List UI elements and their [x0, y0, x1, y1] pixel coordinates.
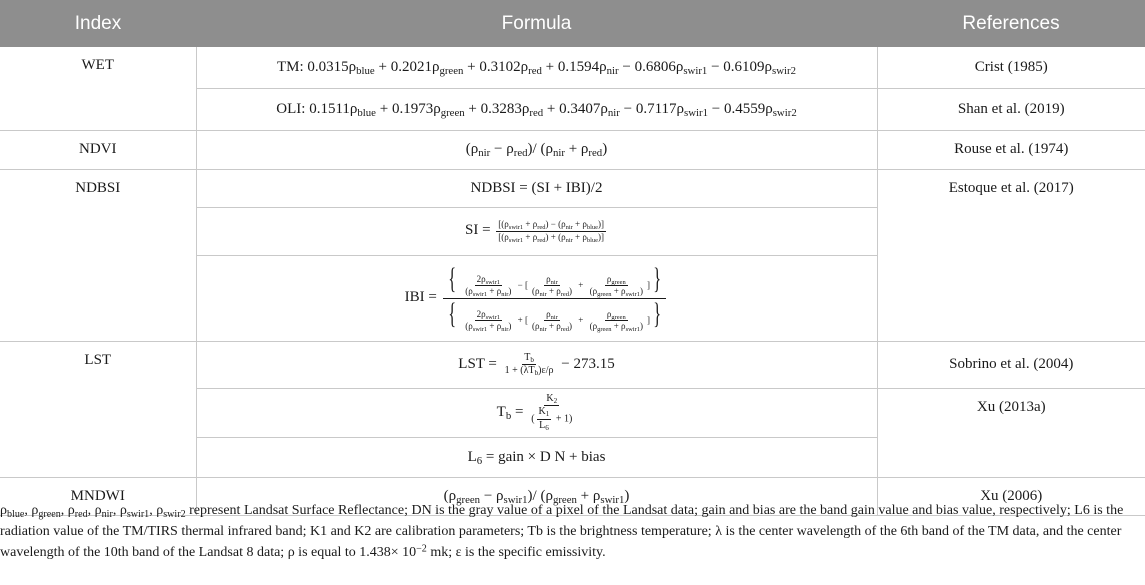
reference-mndwi: Xu (2006)	[877, 477, 1145, 515]
formula-si: SI = $\frac{[(\rho_{swir1} + \rho_{red}) - (\rho_{nir} + \rho_{blue})]}{[(\rho_{swir1} + \rho_{red}) + (\rho_{nir} + \rho_{blue})]}$	[196, 207, 877, 255]
table-row-wet-tm	[0, 47, 1145, 88]
formula-wet-tm: TM: $0.0315\rho_{blue} + 0.2021\rho_{green} + 0.3102\rho_{red} + 0.1594\rho_{nir} - 0.6806\rho_{swir1} - 0.6109\rho_{swir2}$	[196, 47, 877, 88]
table-row-lst	[0, 341, 1145, 388]
formula-ndvi: $(\rho_{nir} - \rho_{red})/$ $(\rho_{nir} + \rho_{red})$	[196, 130, 877, 169]
index-mndwi: MNDWI	[0, 477, 196, 515]
reference-lst: Sobrino et al. (2004)	[877, 341, 1145, 388]
formula-mndwi: $(\rho_{green} - \rho_{swir1})/$ $(\rho_{green} + \rho_{swir1})$	[196, 477, 877, 515]
header-row	[0, 0, 1145, 47]
header-index: Index	[0, 0, 196, 47]
table-row-ndbsi	[0, 169, 1145, 207]
formula-lst: LST = $\frac{T_b}{1 + (\lambda T_b)\varepsilon/\rho}$ − 273.15	[196, 341, 877, 388]
index-wet: WET	[0, 47, 196, 130]
formula-ibi: IBI = { $\frac{2\rho_{swir1}}{(\rho_{swir1} + \rho_{nir})}$ − [ $\frac{\rho_{nir}}{(\rho_{nir} + \rho_{red})}$ + $\frac{\rho_{green}}{(\rho_{green} + \rho_{swir1})}$ ] } { $\frac{2\rho_{swir1}}{(\rho_{swir1} + \rho_{nir})}$ + [ $\frac{\rho_{nir}}{(\rho_{nir} + \rho_{red})}$ + $\frac{\rho_{green}}{(\rho_{green} + \rho_{swir1})}$ ] }	[196, 255, 877, 341]
table-footnote: $\rho_{blue}$, $\rho_{green}$, $\rho_{red}$, $\rho_{nir}$, $\rho_{swir1}$, $\rho_{swir2}$ represent Landsat Surface Reflectance; DN is the gray value of a pixel of the Landsat data; gain and bias are the band gain value and bias value, respectively; L6 is the radiation value of the TM/TIRS thermal infrared band; K1 and K2 are calibration parameters; Tb is the brightness temperature; λ is the center wavelength of the 6th band of the TM data, and the center wavelength of the 10th band of the Landsat 8 data; ρ is equal to $1.438\times 10^{-2}$ mk; ε is the specific emissivity.	[0, 503, 1124, 560]
reference-tb: Xu (2013a)	[877, 388, 1145, 477]
formula-l6: $L_6$ = gain × D N + bias	[196, 437, 877, 477]
formula-tb: $T_b$ = $K_2$ ( $\frac{K_1}{L_6}$ + 1)	[196, 388, 877, 437]
formula-wet-oli: OLI: $0.1511\rho_{blue} + 0.1973\rho_{green} + 0.3283\rho_{red} + 0.3407\rho_{nir} - 0.7117\rho_{swir1} - 0.4559\rho_{swir2}$	[196, 88, 877, 130]
header-references: References	[877, 0, 1145, 47]
formula-ndbsi: NDBSI = (SI + IBI)/2	[196, 169, 877, 207]
index-lst: LST	[0, 341, 196, 477]
index-ndbsi: NDBSI	[0, 169, 196, 341]
header-formula: Formula	[196, 0, 877, 47]
reference-wet-tm: Crist (1985)	[877, 47, 1145, 88]
reference-ndvi: Rouse et al. (1974)	[877, 130, 1145, 169]
index-ndvi: NDVI	[0, 130, 196, 169]
reference-wet-oli: Shan et al. (2019)	[877, 88, 1145, 130]
reference-ndbsi: Estoque et al. (2017)	[877, 169, 1145, 341]
table-row-ndvi	[0, 130, 1145, 169]
